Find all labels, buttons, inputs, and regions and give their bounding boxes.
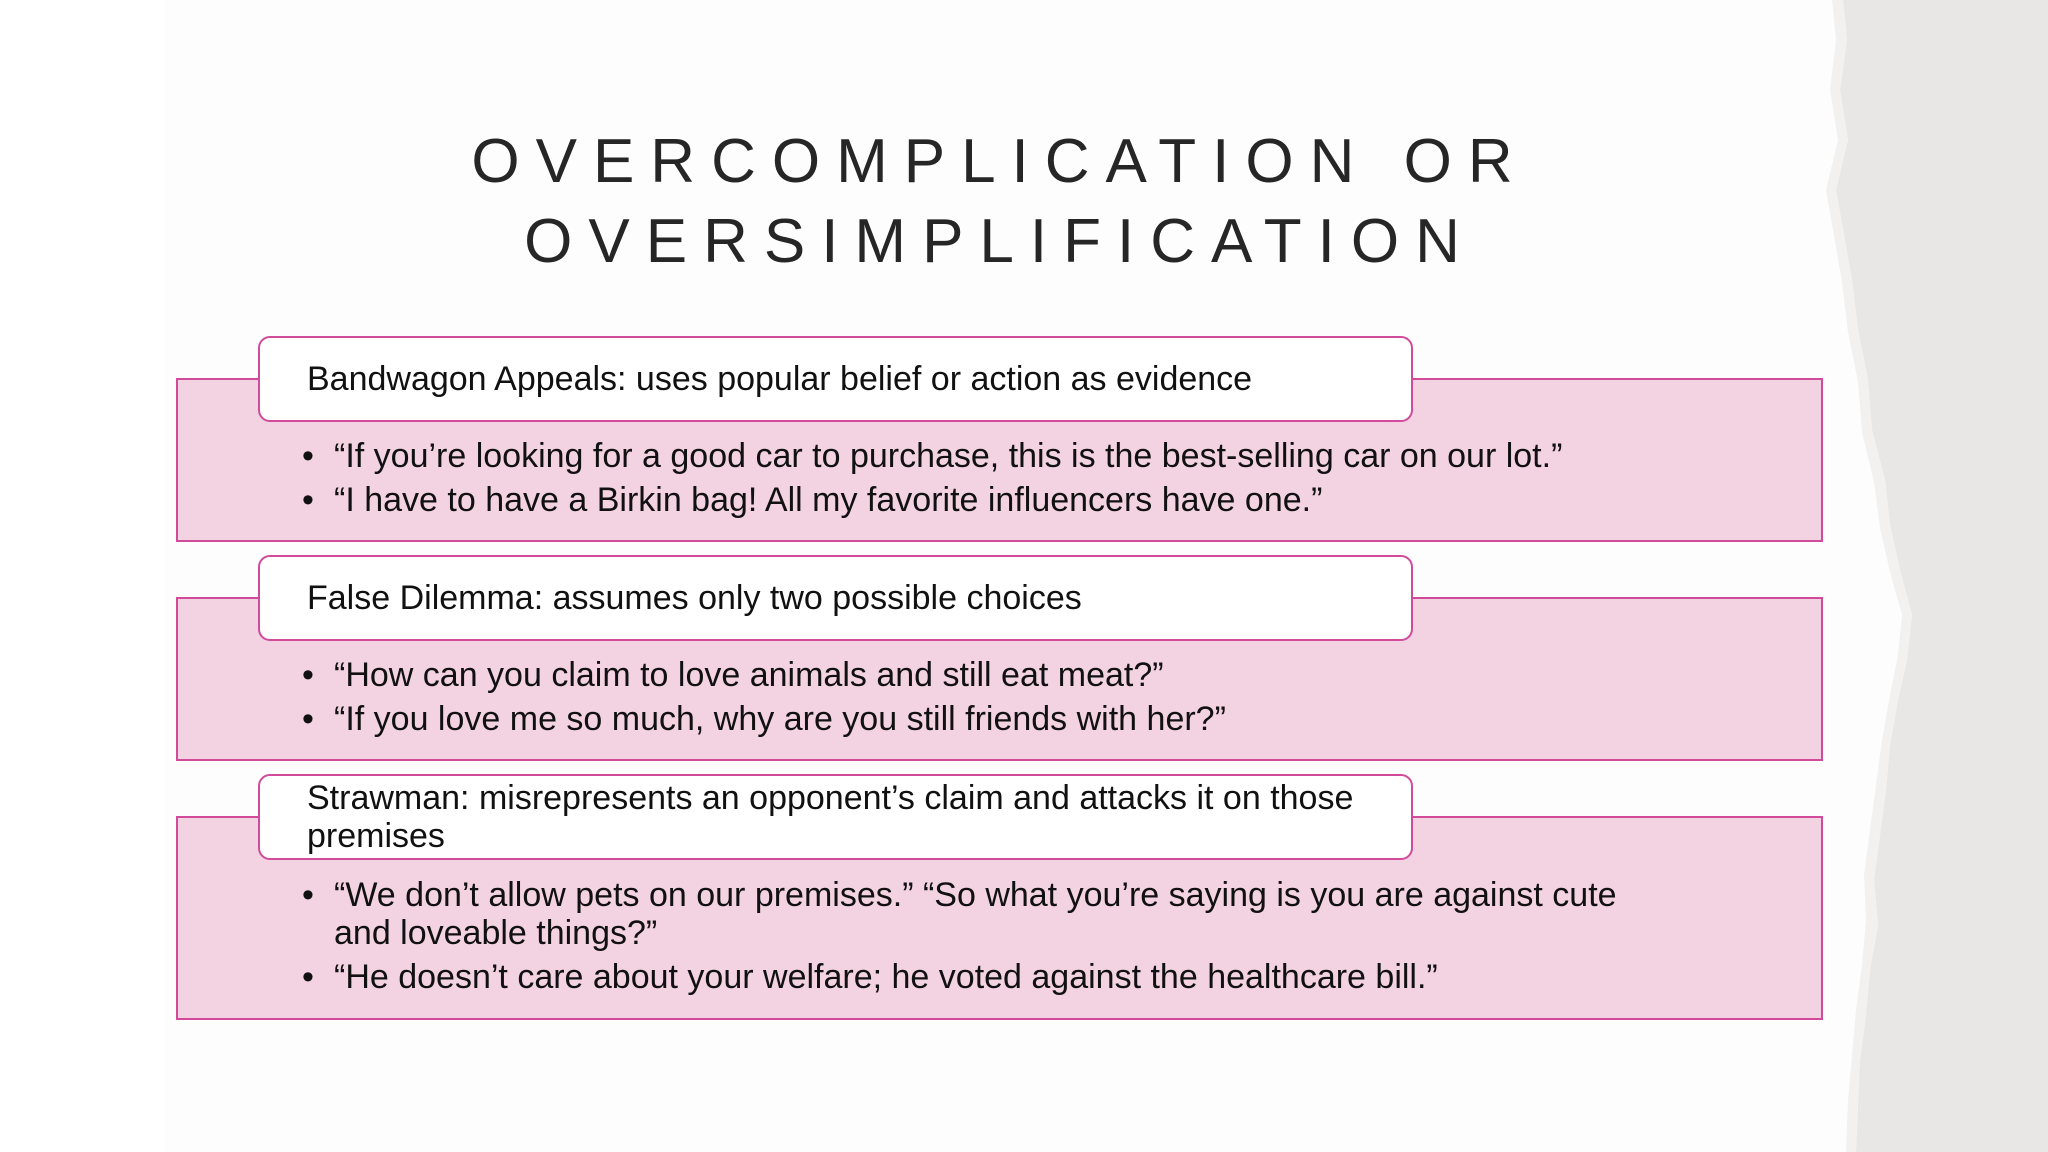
example-text: “I have to have a Birkin bag! All my favorite influencers have one.” [334,481,1323,519]
example-item: • “He doesn’t care about your welfare; he voted against the healthcare bill.” [302,958,1438,996]
example-text: “We don’t allow pets on our premises.” “So what you’re saying is you are against cute and loveable things?” [334,876,1617,952]
fallacy-heading-bandwagon [258,336,1413,422]
title-line-1: OVERCOMPLICATION OR [471,127,1529,196]
fallacy-heading-false-dilemma [258,555,1413,641]
fallacy-examples-bandwagon [300,437,1740,525]
fallacy-heading-strawman [258,774,1413,860]
fallacy-examples-strawman [300,876,1680,1002]
slide-title [300,122,1700,282]
example-item: • “We don’t allow pets on our premises.” “So what you’re saying is you are against cute and loveable things?” [302,876,1617,952]
example-text: “If you’re looking for a good car to purchase, this is the best-selling car on our lot.” [334,437,1563,475]
fallacy-heading-text: Bandwagon Appeals: uses popular belief or action as evidence [307,360,1253,398]
example-text: “If you love me so much, why are you still friends with her?” [334,700,1226,738]
fallacy-examples-false-dilemma [300,656,1740,744]
example-item: • “How can you claim to love animals and still eat meat?” [302,656,1164,694]
fallacy-heading-text: Strawman: misrepresents an opponent’s claim and attacks it on those premises [307,779,1354,855]
example-item: • “If you love me so much, why are you still friends with her?” [302,700,1226,738]
fallacy-heading-text: False Dilemma: assumes only two possible choices [307,579,1082,617]
example-text: “How can you claim to love animals and still eat meat?” [334,656,1164,694]
example-text: “He doesn’t care about your welfare; he voted against the healthcare bill.” [334,958,1438,996]
example-item: • “I have to have a Birkin bag! All my favorite influencers have one.” [302,481,1323,519]
title-line-2: OVERSIMPLIFICATION [524,207,1476,276]
example-item: • “If you’re looking for a good car to purchase, this is the best-selling car on our lot.” [302,437,1563,475]
